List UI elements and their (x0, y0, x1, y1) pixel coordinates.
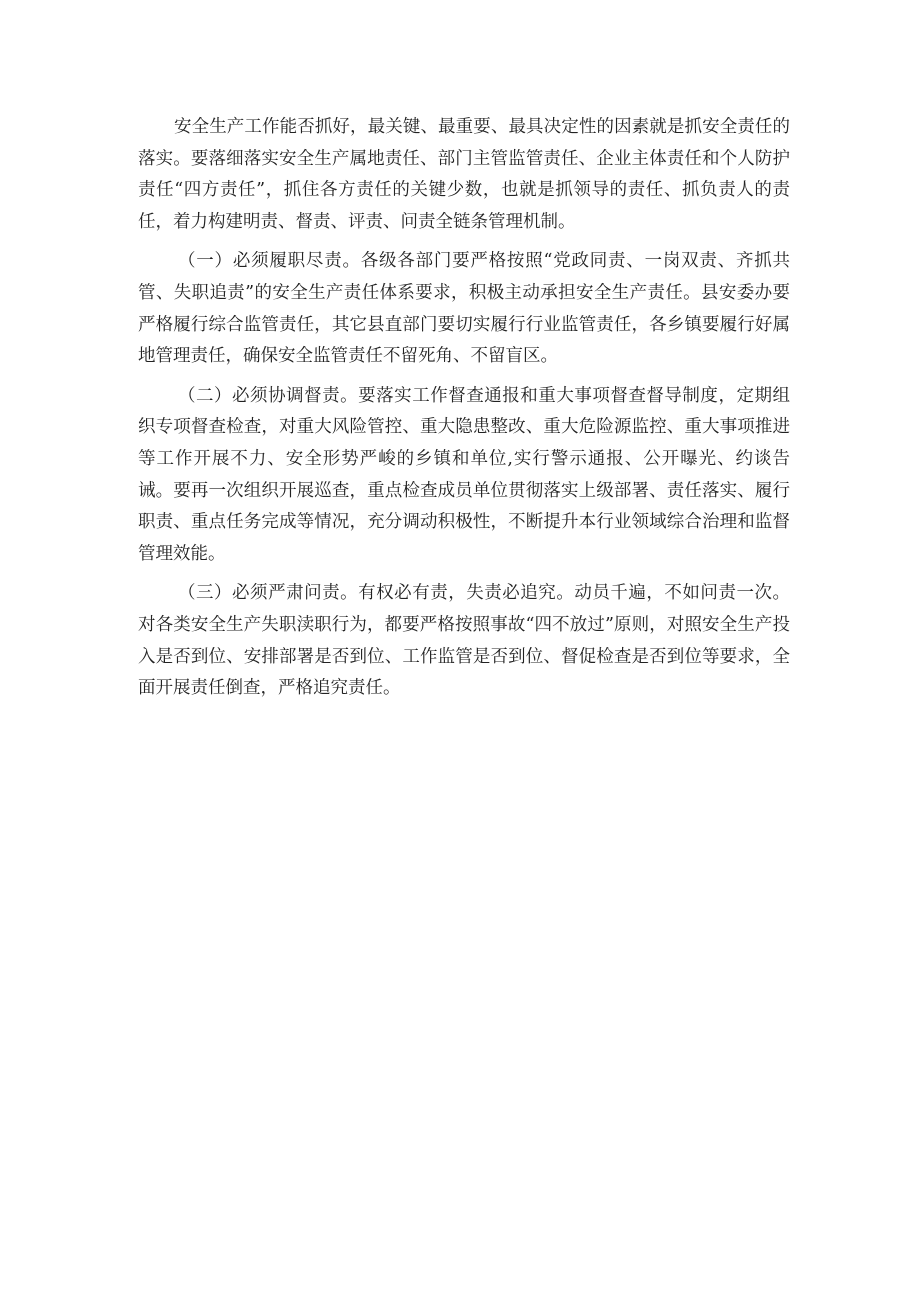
paragraph-section-1: （一）必须履职尽责。各级各部门要严格按照“党政同责、一岗双责、齐抓共管、失职追责”的安全生产责任体系要求，积极主动承担安全生产责任。县安委办要严格履行综合监管责任，其它县直部门要切实履行行业监管责任，各乡镇要履行好属地管理责任，确保安全监管责任不留死角、不留盲区。 (138, 251, 790, 367)
document-body (138, 112, 790, 713)
paragraph-section-2: （二）必须协调督责。要落实工作督查通报和重大事项督查督导制度，定期组织专项督查检查，对重大风险管控、重大隐患整改、重大危险源监控、重大事项推进等工作开展不力、安全形势严峻的乡镇和单位,实行警示通报、公开曝光、约谈告诫。要再一次组织开展巡查，重点检查成员单位贯彻落实上级部署、责任落实、履行职责、重点任务完成等情况，充分调动积极性，不断提升本行业领域综合治理和监督管理效能。 (138, 385, 790, 564)
paragraph-intro: 安全生产工作能否抓好，最关键、最重要、最具决定性的因素就是抓安全责任的落实。要落细落实安全生产属地责任、部门主管监管责任、企业主体责任和个人防护责任“四方责任”，抓住各方责任的关键少数，也就是抓领导的责任、抓负责人的责任，着力构建明责、督责、评责、问责全链条管理机制。 (138, 117, 790, 232)
paragraph-section-3: （三）必须严肃问责。有权必有责，失责必追究。动员千遍，不如问责一次。对各类安全生产失职渎职行为，都要严格按照事故“四不放过”原则，对照安全生产投入是否到位、安排部署是否到位、工作监管是否到位、督促检查是否到位等要求，全面开展责任倒查，严格追究责任。 (138, 583, 790, 699)
